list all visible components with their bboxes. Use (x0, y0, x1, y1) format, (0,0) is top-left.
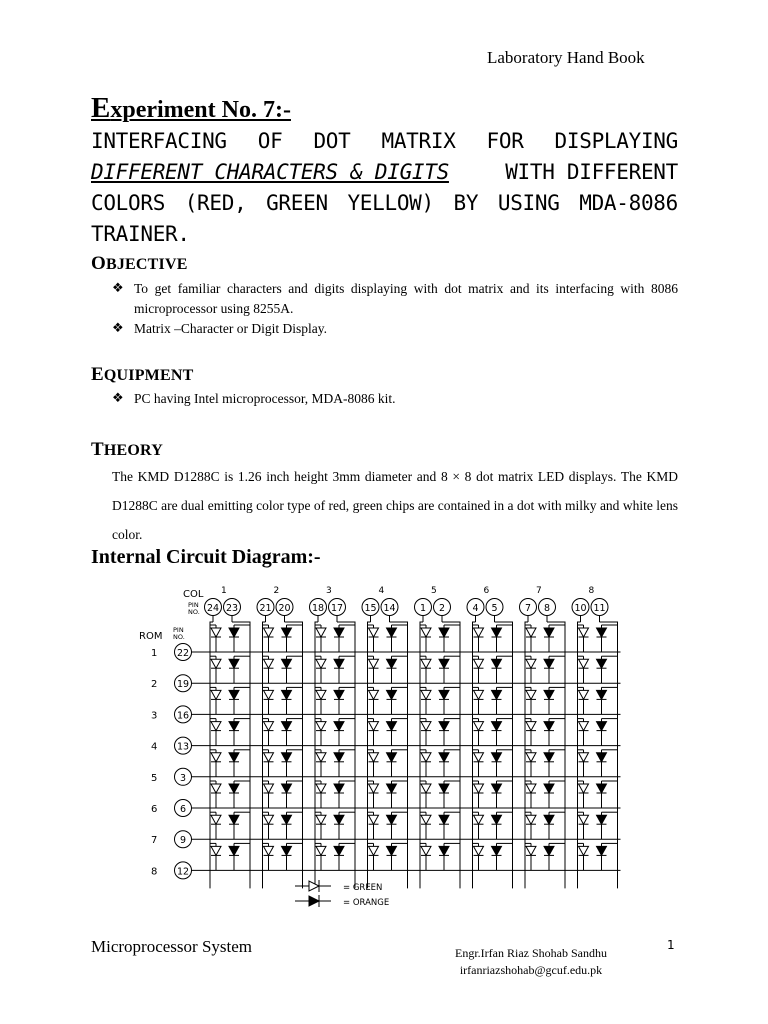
green-led-diode (526, 784, 536, 793)
green-led-diode (316, 722, 326, 731)
col-pin-number: 20 (278, 603, 291, 614)
orange-led-diode (334, 815, 344, 824)
col-pin-number: 23 (225, 603, 239, 614)
green-led-diode (316, 690, 326, 699)
green-led-diode (316, 784, 326, 793)
orange-led-diode (544, 722, 554, 731)
green-led-diode (264, 659, 274, 668)
green-led-diode (421, 722, 431, 731)
objective-heading-rest: BJECTIVE (105, 256, 188, 273)
experiment-topic (91, 126, 678, 250)
topic-line-2 (91, 157, 678, 188)
orange-led-diode (492, 628, 502, 637)
row-pin-number: 12 (176, 866, 190, 878)
orange-led-diode (492, 815, 502, 824)
orange-led-diode (492, 846, 502, 855)
orange-led-diode (229, 628, 239, 637)
orange-led-diode (334, 690, 344, 699)
objective-item-1: To get familiar characters and digits displaying with dot matrix and its interfacing with 8086 microprocessor using 8255A. (134, 281, 678, 316)
orange-led-diode (492, 722, 502, 731)
col-number: 4 (378, 586, 385, 596)
orange-led-diode (597, 846, 607, 855)
orange-led-diode (229, 784, 239, 793)
row-pin-label-2: NO. (173, 633, 185, 641)
experiment-title (91, 92, 291, 125)
orange-led-diode (597, 753, 607, 762)
orange-led-diode (597, 722, 607, 731)
row-number: 7 (151, 835, 158, 847)
experiment-title-cap: E (91, 92, 111, 124)
green-led-diode (421, 846, 431, 855)
green-led-diode (474, 722, 484, 731)
orange-led-diode (229, 815, 239, 824)
bullet-diamond-icon: ❖ (112, 321, 124, 336)
orange-led-diode (387, 722, 397, 731)
list-item (112, 389, 678, 409)
equipment-heading (91, 364, 193, 386)
orange-led-diode (439, 784, 449, 793)
green-led-diode (421, 628, 431, 637)
row-number: 6 (151, 804, 158, 815)
orange-led-diode (282, 690, 292, 699)
green-led-diode (526, 690, 536, 699)
col-pin-number: 17 (330, 603, 344, 614)
orange-led-diode (439, 753, 449, 762)
orange-led-diode (334, 846, 344, 855)
green-led-diode (474, 659, 484, 668)
orange-led-diode (229, 722, 239, 731)
orange-led-diode (439, 846, 449, 855)
objective-heading-cap: O (91, 253, 106, 274)
row-pin-number: 16 (176, 710, 190, 722)
green-led-diode (211, 784, 221, 793)
green-led-diode (579, 846, 589, 855)
col-pin-number: 7 (524, 603, 532, 614)
orange-led-diode (544, 690, 554, 699)
row-pin-number: 22 (176, 648, 190, 659)
header-title: Laboratory Hand Book (487, 48, 645, 67)
green-led-diode (579, 659, 589, 668)
topic-line-2-rest: WITH DIFFERENT (505, 160, 678, 184)
green-led-diode (211, 846, 221, 855)
green-led-diode (421, 784, 431, 793)
col-pin-number: 8 (543, 603, 551, 614)
orange-led-diode (282, 846, 292, 855)
green-led-diode (474, 846, 484, 855)
list-item (112, 279, 678, 319)
green-led-diode (369, 846, 379, 855)
topic-line-1: INTERFACING OF DOT MATRIX FOR DISPLAYING (91, 129, 678, 153)
orange-led-diode (282, 722, 292, 731)
orange-led-diode (282, 659, 292, 668)
orange-led-diode (492, 659, 502, 668)
col-pin-label-2: NO. (188, 608, 200, 616)
row-pin-number: 9 (179, 835, 187, 847)
row-number: 2 (151, 679, 158, 691)
topic-line-4: TRAINER. (91, 222, 190, 246)
orange-led-diode (282, 753, 292, 762)
orange-led-diode (597, 659, 607, 668)
green-led-diode (264, 784, 274, 793)
orange-led-diode (387, 846, 397, 855)
green-led-diode (579, 753, 589, 762)
orange-led-diode (334, 628, 344, 637)
orange-led-diode (439, 628, 449, 637)
orange-led-diode (544, 628, 554, 637)
orange-led-diode (387, 659, 397, 668)
orange-led-diode (544, 846, 554, 855)
green-led-diode (579, 784, 589, 793)
theory-heading (91, 439, 163, 461)
rom-label: ROM (139, 631, 163, 642)
col-pin-number: 14 (383, 603, 396, 614)
orange-led-diode (229, 846, 239, 855)
experiment-title-rest: xperiment No. 7:- (110, 97, 291, 123)
green-led-diode (369, 753, 379, 762)
col-pin-number: 18 (311, 603, 325, 614)
col-pin-number: 11 (593, 603, 606, 614)
orange-led-diode (282, 628, 292, 637)
green-led-diode (264, 690, 274, 699)
green-led-diode (369, 784, 379, 793)
green-led-diode (211, 628, 221, 637)
equipment-item-1: PC having Intel microprocessor, MDA-8086 kit. (134, 391, 396, 406)
col-number: 2 (273, 586, 280, 596)
orange-led-diode (597, 690, 607, 699)
dot-matrix-circuit-diagram (133, 582, 633, 912)
orange-led-diode (387, 690, 397, 699)
green-led-diode (316, 628, 326, 637)
orange-led-diode (439, 659, 449, 668)
green-led-diode (264, 722, 274, 731)
hollow-diode-icon (309, 880, 319, 892)
orange-led-diode (544, 659, 554, 668)
footer-author: Engr.Irfan Riaz Shohab Sandhu (455, 946, 607, 960)
green-led-diode (264, 628, 274, 637)
orange-led-diode (492, 690, 502, 699)
row-pin-number: 3 (179, 772, 187, 784)
green-led-diode (369, 628, 379, 637)
green-led-diode (264, 753, 274, 762)
green-led-diode (474, 815, 484, 824)
green-led-diode (526, 659, 536, 668)
orange-led-diode (597, 784, 607, 793)
green-led-diode (579, 815, 589, 824)
col-number: 3 (326, 586, 332, 596)
objective-item-2: Matrix –Character or Digit Display. (134, 321, 327, 336)
footer-email: irfanriazshohab@gcuf.edu.pk (459, 963, 603, 977)
orange-led-diode (544, 815, 554, 824)
col-number: 1 (221, 586, 227, 596)
green-led-diode (421, 815, 431, 824)
objective-heading (91, 253, 188, 275)
orange-led-diode (597, 815, 607, 824)
row-number: 1 (151, 648, 158, 659)
green-led-diode (526, 753, 536, 762)
orange-led-diode (334, 753, 344, 762)
orange-led-diode (439, 690, 449, 699)
orange-led-diode (229, 659, 239, 668)
green-led-diode (474, 753, 484, 762)
green-led-diode (264, 846, 274, 855)
orange-led-diode (439, 815, 449, 824)
orange-led-diode (387, 753, 397, 762)
orange-led-diode (229, 753, 239, 762)
equipment-heading-rest: QUIPMENT (103, 367, 194, 384)
green-led-diode (526, 815, 536, 824)
green-led-diode (579, 690, 589, 699)
footer-course: Microprocessor System (91, 937, 253, 956)
orange-led-diode (439, 722, 449, 731)
orange-led-diode (544, 784, 554, 793)
bullet-diamond-icon: ❖ (112, 281, 124, 296)
orange-led-diode (597, 628, 607, 637)
legend (295, 880, 389, 908)
row-pin-number: 19 (176, 679, 190, 691)
col-pin-number: 5 (491, 603, 498, 614)
row-number: 8 (151, 866, 158, 878)
legend-green-label: = GREEN (343, 883, 383, 893)
green-led-diode (369, 722, 379, 731)
orange-led-diode (544, 753, 554, 762)
col-number: 5 (431, 586, 437, 596)
green-led-diode (369, 690, 379, 699)
matrix-layer (151, 586, 621, 888)
green-led-diode (526, 722, 536, 731)
equipment-heading-cap: E (91, 364, 104, 385)
green-led-diode (369, 659, 379, 668)
col-pin-number: 21 (259, 603, 272, 614)
list-item (112, 319, 678, 339)
col-label: COL (183, 589, 204, 600)
topic-emphasis: DIFFERENT CHARACTERS & DIGITS (91, 160, 449, 184)
filled-diode-icon (309, 895, 319, 907)
orange-led-diode (387, 628, 397, 637)
orange-led-diode (334, 722, 344, 731)
green-led-diode (211, 690, 221, 699)
page-number: 1 (667, 938, 675, 952)
green-led-diode (369, 815, 379, 824)
green-led-diode (211, 722, 221, 731)
orange-led-diode (387, 784, 397, 793)
green-led-diode (316, 753, 326, 762)
orange-led-diode (282, 784, 292, 793)
row-number: 4 (151, 741, 158, 753)
col-pin-number: 1 (419, 603, 427, 614)
green-led-diode (474, 628, 484, 637)
green-led-diode (579, 628, 589, 637)
col-pin-label-1: PIN (188, 601, 199, 609)
row-number: 5 (151, 772, 158, 784)
green-led-diode (526, 846, 536, 855)
orange-led-diode (229, 690, 239, 699)
green-led-diode (526, 628, 536, 637)
footer-author-block (455, 945, 607, 979)
green-led-diode (211, 753, 221, 762)
row-pin-number: 13 (176, 741, 190, 753)
orange-led-diode (492, 784, 502, 793)
col-number: 8 (588, 586, 595, 596)
green-led-diode (474, 690, 484, 699)
equipment-list (112, 389, 678, 409)
green-led-diode (211, 659, 221, 668)
green-led-diode (264, 815, 274, 824)
orange-led-diode (334, 784, 344, 793)
green-led-diode (421, 753, 431, 762)
col-pin-number: 10 (574, 603, 587, 614)
green-led-diode (316, 846, 326, 855)
orange-led-diode (492, 753, 502, 762)
legend-orange-label: = ORANGE (343, 898, 390, 908)
theory-heading-rest: HEORY (103, 442, 163, 459)
green-led-diode (579, 722, 589, 731)
bullet-diamond-icon: ❖ (112, 391, 124, 406)
theory-text: The KMD D1288C is 1.26 inch height 3mm diameter and 8 × 8 dot matrix LED displays. The KMD D1288C are dual emitting color type of red, green chips are contained in a dot with milky and white lens color. (112, 469, 678, 542)
col-pin-number: 15 (364, 603, 377, 614)
green-led-diode (421, 690, 431, 699)
objective-list (112, 279, 678, 339)
col-number: 7 (536, 586, 542, 596)
col-number: 6 (483, 586, 490, 596)
col-pin-number: 24 (206, 603, 220, 614)
orange-led-diode (282, 815, 292, 824)
green-led-diode (474, 784, 484, 793)
row-pin-label-1: PIN (173, 626, 184, 634)
row-pin-number: 6 (179, 804, 187, 815)
col-pin-number: 2 (438, 603, 446, 614)
col-pin-number: 4 (472, 603, 479, 614)
green-led-diode (211, 815, 221, 824)
topic-line-3: COLORS (RED, GREEN YELLOW) BY USING MDA-8086 (91, 191, 678, 215)
orange-led-diode (387, 815, 397, 824)
row-number: 3 (151, 710, 158, 722)
orange-led-diode (334, 659, 344, 668)
green-led-diode (316, 815, 326, 824)
diagram-heading: Internal Circuit Diagram:- (91, 546, 321, 568)
green-led-diode (421, 659, 431, 668)
theory-heading-cap: T (91, 439, 104, 460)
green-led-diode (316, 659, 326, 668)
